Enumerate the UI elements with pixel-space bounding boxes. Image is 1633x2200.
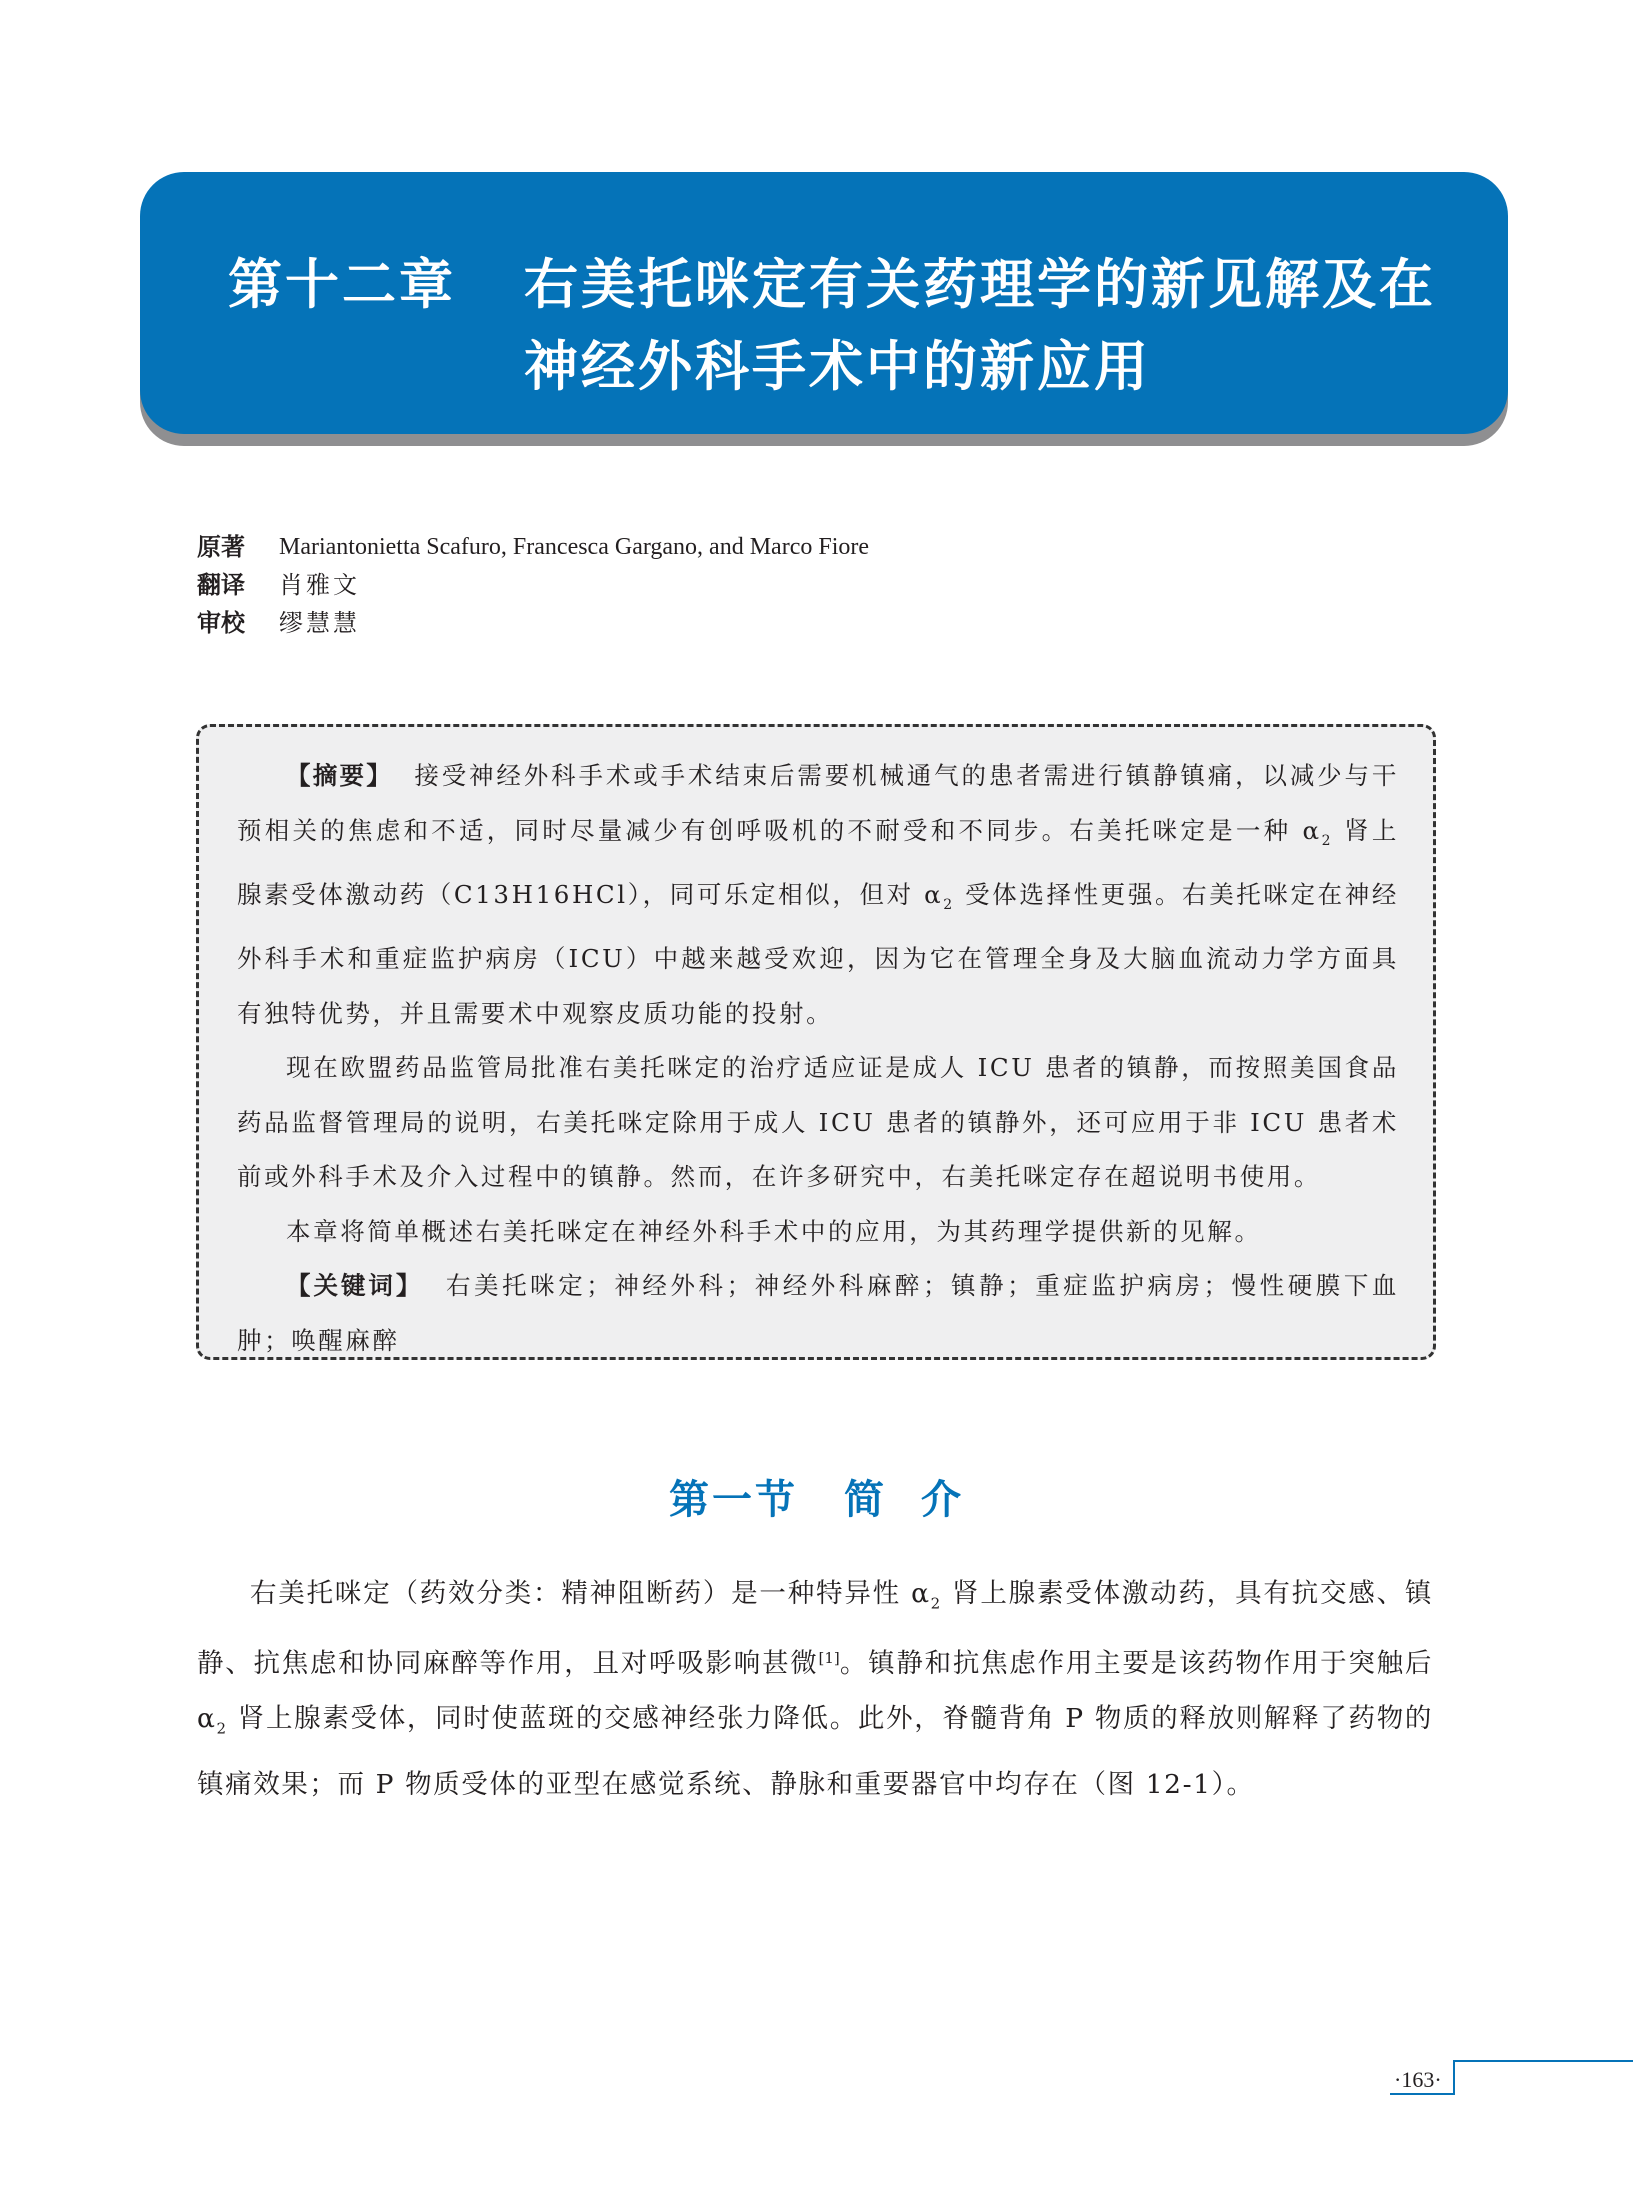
keywords-paragraph: [237, 1259, 1399, 1368]
credit-value: 缪慧慧: [279, 609, 360, 637]
section-number: 第一节: [669, 1476, 798, 1523]
body-text: 。镇静和抗焦虑作用主要是该药物作用于突触后 α: [197, 1648, 1433, 1735]
credit-label: 原著: [197, 533, 245, 561]
credits: [197, 528, 869, 642]
chapter-number: 第十二章: [228, 252, 456, 316]
subscript: 2: [943, 896, 955, 913]
keywords-label: 【关键词】: [286, 1271, 424, 1301]
footer-rule: [1390, 2093, 1455, 2095]
citation-reference: [1]: [818, 1649, 840, 1668]
credit-reviewer: [197, 604, 869, 642]
subscript: 2: [1321, 832, 1334, 849]
abstract-label: 【摘要】: [286, 761, 394, 790]
chapter-title-part-2: 神经外科手术中的新应用: [524, 334, 1151, 398]
abstract-text: 肾上腺素受体激动药（C13H16HCl），同可乐定相似，但对 α: [237, 815, 1400, 909]
abstract-text: 受体选择性更强。右美托咪定在神经外科手术和重症监护病房（ICU）中越来越受欢迎，因为它在管理全身及大脑血流动力学方面具有独特优势，并且需要术中观察皮质功能的投射。: [237, 879, 1399, 1028]
abstract-paragraph-2: 现在欧盟药品监管局批准右美托咪定的治疗适应证是成人 ICU 患者的镇静，而按照美国食品药品监督管理局的说明，右美托咪定除用于成人 ICU 患者的镇静外，还可应用于非 ICU 患者术前或外科手术及介入过程中的镇静。然而，在许多研究中，右美托咪定存在超说明书使用。: [237, 1053, 1399, 1192]
abstract-paragraph-1: [237, 749, 1399, 1041]
subscript: 2: [930, 1594, 942, 1613]
body-text: 右美托咪定（药效分类：精神阻断药）是一种特异性 α: [250, 1578, 931, 1609]
section-title-b: 介: [921, 1476, 964, 1523]
section-title-a: 简: [844, 1476, 887, 1523]
subscript: 2: [216, 1719, 228, 1738]
section-heading: [0, 1468, 1633, 1525]
credit-label: 审校: [197, 609, 245, 637]
credit-value: Mariantonietta Scafuro, Francesca Gargano, and Marco Fiore: [279, 534, 870, 560]
chapter-banner: [140, 172, 1508, 434]
body-text: 肾上腺素受体，同时使蓝斑的交感神经张力降低。此外，脊髓背角 P 物质的释放则解释了药物的镇痛效果；而 P 物质受体的亚型在感觉系统、静脉和重要器官中均存在（图 12-1）。: [197, 1703, 1433, 1800]
footer-rule: [1453, 2060, 1455, 2094]
footer-rule: [1455, 2060, 1633, 2062]
page-number: ·163·: [1394, 2067, 1442, 2092]
credit-original-authors: [197, 528, 869, 566]
credit-label: 翻译: [197, 571, 245, 599]
keywords-text: 右美托咪定；神经外科；神经外科麻醉；镇静；重症监护病房；慢性硬膜下血肿；唤醒麻醉: [237, 1271, 1400, 1355]
chapter-title-part-1: 右美托咪定有关药理学的新见解及在: [524, 252, 1436, 316]
abstract-text: 接受神经外科手术或手术结束后需要机械通气的患者需进行镇静镇痛，以减少与干预相关的焦虑和不适，同时尽量减少有创呼吸机的不耐受和不同步。右美托咪定是一种 α: [237, 761, 1399, 845]
credit-translator: [197, 566, 869, 604]
abstract-paragraph-3: 本章将简单概述右美托咪定在神经外科手术中的应用，为其药理学提供新的见解。: [286, 1216, 1262, 1246]
body-text: 肾上腺素受体激动药，具有抗交感、镇静、抗焦虑和协同麻醉等作用，且对呼吸影响甚微: [197, 1578, 1433, 1680]
body-paragraph: [197, 1566, 1433, 1812]
abstract-box: [196, 724, 1436, 1360]
credit-value: 肖雅文: [279, 571, 360, 599]
